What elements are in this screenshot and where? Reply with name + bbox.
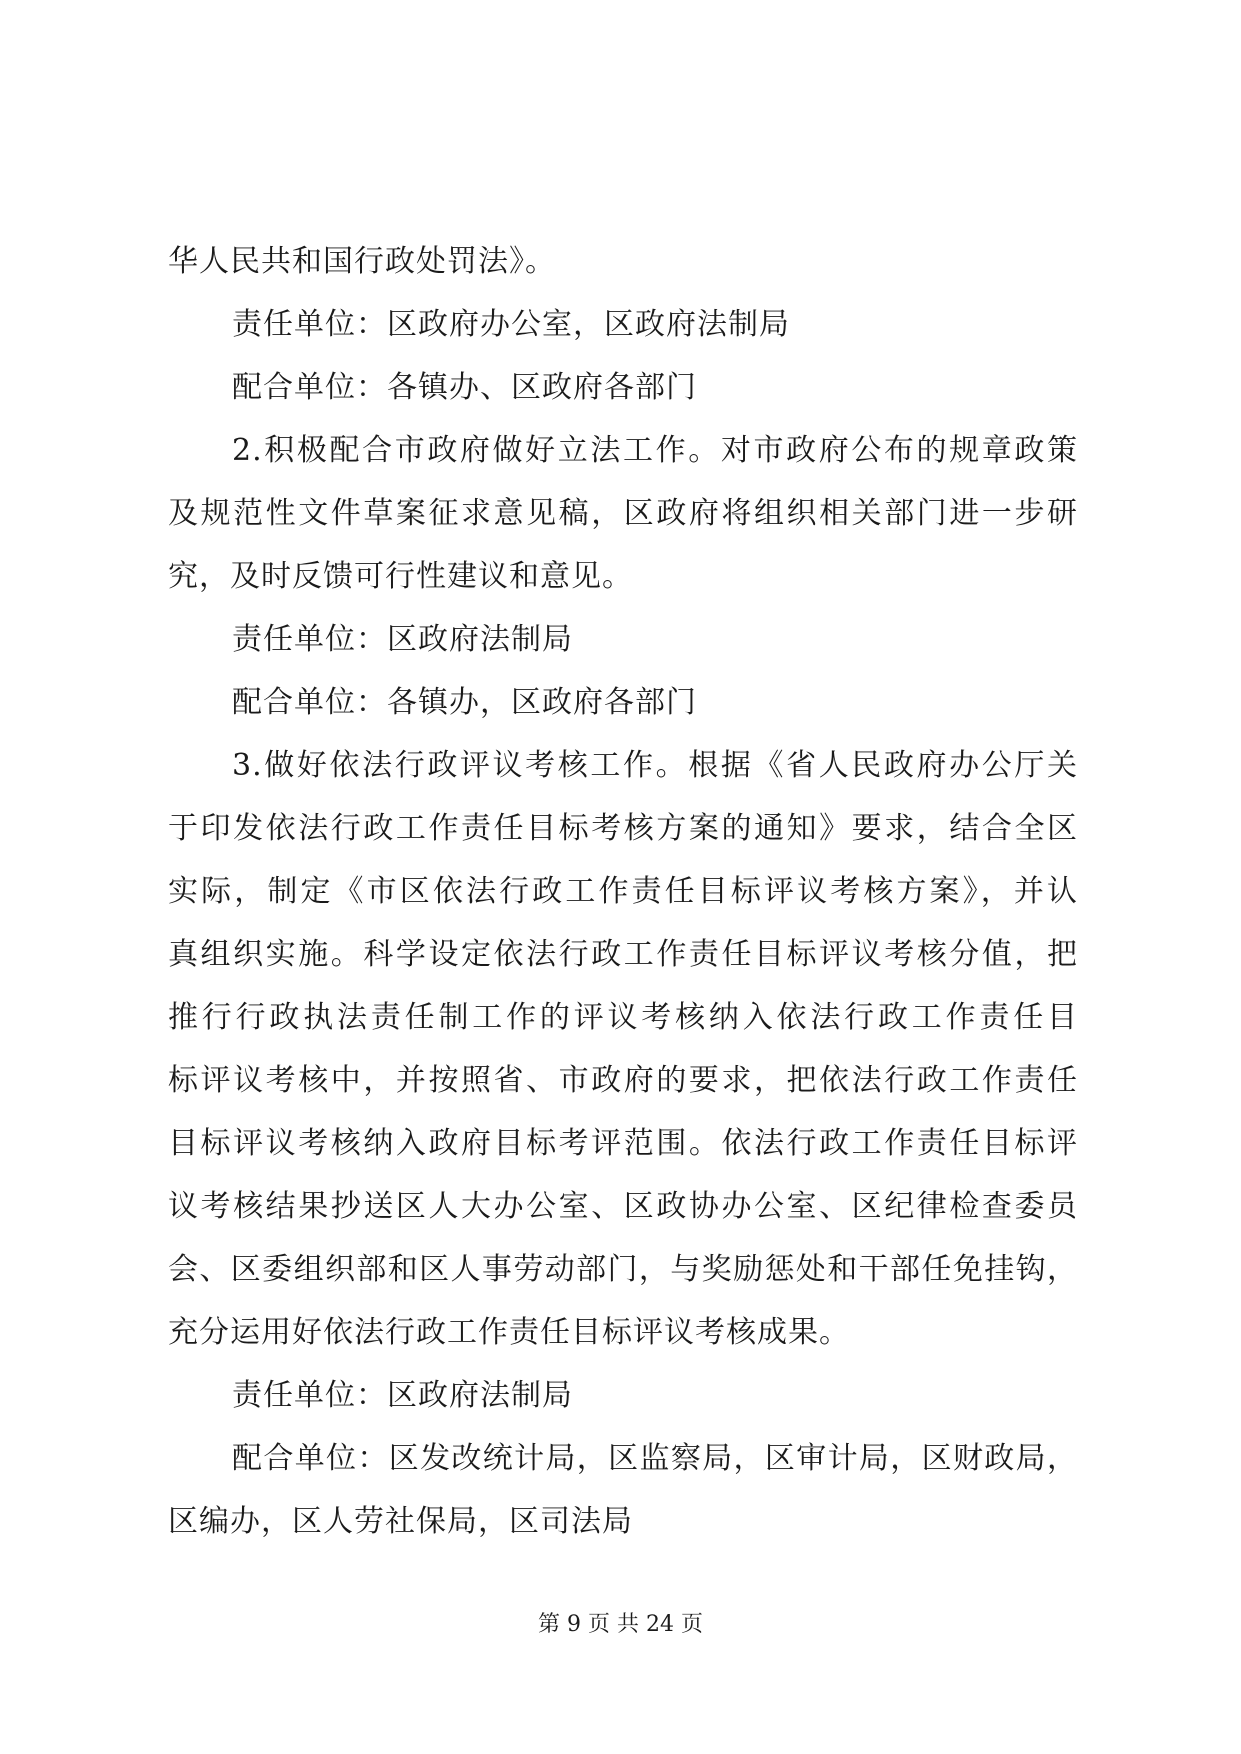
- body-line: 责任单位：区政府法制局: [232, 1378, 573, 1413]
- body-line: 议考核结果抄送区人大办公室、区政协办公室、区纪律检查委员: [168, 1189, 1078, 1224]
- page-number: 第 9 页 共 24 页: [538, 1612, 703, 1637]
- body-line: 标评议考核中，并按照省、市政府的要求，把依法行政工作责任: [168, 1063, 1078, 1098]
- body-line: 充分运用好依法行政工作责任目标评议考核成果。: [168, 1315, 850, 1350]
- body-line: 推行行政执法责任制工作的评议考核纳入依法行政工作责任目: [168, 1000, 1078, 1035]
- body-line: 配合单位：各镇办，区政府各部门: [232, 685, 697, 720]
- body-line: 实际，制定《市区依法行政工作责任目标评议考核方案》，并认: [168, 874, 1078, 909]
- body-line: 华人民共和国行政处罚法》。: [168, 244, 556, 279]
- body-line: 及规范性文件草案征求意见稿，区政府将组织相关部门进一步研: [168, 496, 1078, 531]
- body-line: 目标评议考核纳入政府目标考评范围。依法行政工作责任目标评: [168, 1126, 1078, 1161]
- body-line: 配合单位：各镇办、区政府各部门: [232, 370, 697, 405]
- body-line: 会、区委组织部和区人事劳动部门，与奖励惩处和干部任免挂钩，: [168, 1252, 1078, 1287]
- body-line: 3.做好依法行政评议考核工作。根据《省人民政府办公厅关: [232, 748, 1078, 783]
- body-line: 配合单位：区发改统计局，区监察局，区审计局，区财政局，: [232, 1441, 1078, 1476]
- body-line: 2.积极配合市政府做好立法工作。对市政府公布的规章政策: [232, 433, 1078, 468]
- body-line: 究，及时反馈可行性建议和意见。: [168, 559, 633, 594]
- body-line: 于印发依法行政工作责任目标考核方案的通知》要求，结合全区: [168, 811, 1078, 846]
- body-line: 真组织实施。科学设定依法行政工作责任目标评议考核分值，把: [168, 937, 1078, 972]
- body-line: 区编办，区人劳社保局，区司法局: [168, 1504, 633, 1539]
- body-line: 责任单位：区政府法制局: [232, 622, 573, 657]
- document-body: [168, 230, 1078, 1553]
- body-line: 责任单位：区政府办公室，区政府法制局: [232, 307, 790, 342]
